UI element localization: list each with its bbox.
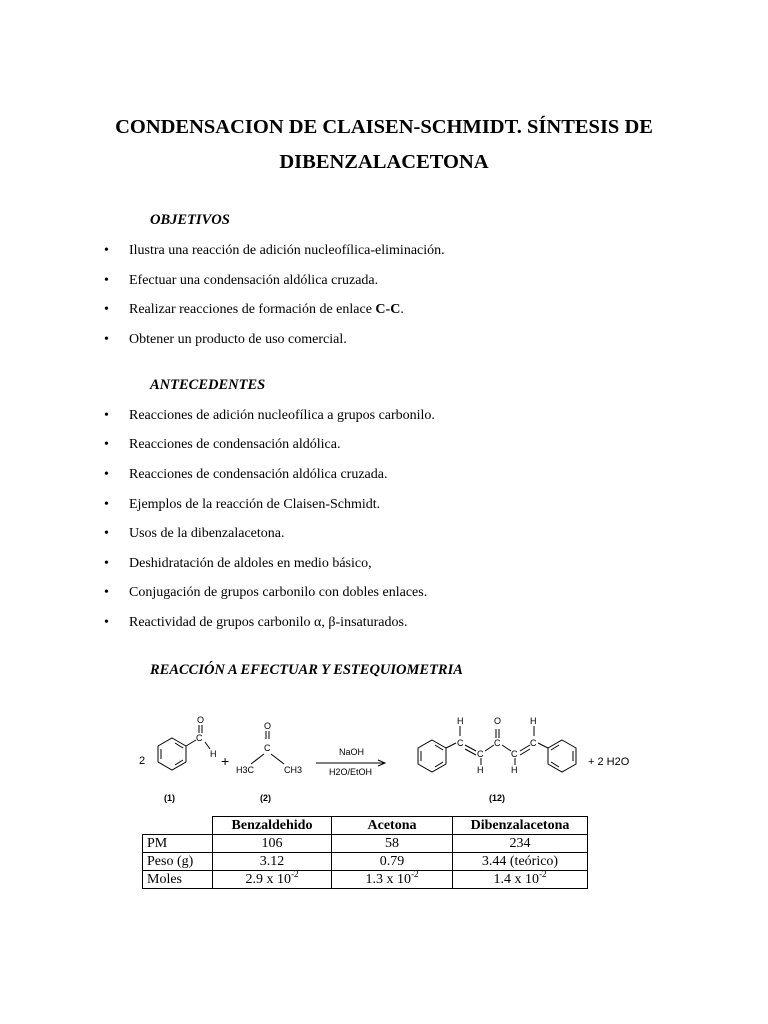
atom-label: H	[210, 749, 217, 759]
document-title-line-2: DIBENZALACETONA	[279, 151, 489, 173]
list-item-text: Reactividad de grupos carbonilo α, β-insaturados.	[129, 615, 408, 630]
table-header-blank	[143, 817, 213, 835]
benzene-ring-benzaldehyde	[158, 738, 186, 770]
table-row-label: Peso (g)	[143, 853, 213, 871]
bullet-icon: •	[104, 273, 109, 288]
exponent: -2	[539, 868, 547, 879]
atom-label: C	[530, 738, 537, 748]
benzene-ring-product-left	[418, 740, 446, 772]
atom-label: C	[196, 733, 203, 743]
section-heading-reaccion: REACCIÓN A EFECTUAR Y ESTEQUIOMETRIA	[150, 662, 463, 678]
table-row	[143, 871, 588, 889]
list-item-text: Reacciones de condensación aldólica.	[129, 437, 341, 452]
atom-label: H	[511, 765, 518, 775]
list-item-text: Obtener un producto de uso comercial.	[129, 332, 347, 347]
table-row	[143, 835, 588, 853]
list-item-text: Ilustra una reacción de adición nucleofílica-eliminación.	[129, 243, 445, 258]
aldehyde-ch-bond	[205, 742, 210, 749]
methyl-bond-left	[251, 754, 264, 764]
bullet-icon: •	[104, 408, 109, 423]
bullet-icon: •	[104, 302, 109, 317]
chain-bond	[446, 743, 456, 748]
mantissa: 2.9 x 10	[245, 871, 291, 887]
mantissa: 1.3 x 10	[365, 871, 411, 887]
compound-label-12: (12)	[489, 793, 506, 803]
methyl-bond-right	[271, 754, 284, 764]
list-item-text-composite	[129, 302, 404, 318]
compound-label-1: (1)	[164, 793, 175, 803]
list-item-text: Conjugación de grupos carbonilo con dobles enlaces.	[129, 585, 428, 600]
coefficient-left: 2	[139, 755, 146, 767]
table-cell	[332, 868, 453, 889]
table-cell: 3.44 (teórico)	[453, 853, 588, 871]
methyl-label: H3C	[236, 765, 255, 775]
chain-bond	[502, 745, 511, 751]
bond-type-bold: C-C	[375, 302, 401, 317]
table-header-acetona: Acetona	[332, 817, 453, 835]
atom-label: H	[457, 716, 464, 726]
table-cell: 0.79	[332, 853, 453, 871]
atom-label: O	[264, 721, 272, 731]
table-cell: 106	[213, 835, 332, 853]
atom-label: O	[494, 716, 502, 726]
section-heading-antecedentes: ANTECEDENTES	[150, 377, 266, 393]
table-cell	[453, 868, 588, 889]
bullet-icon: •	[104, 556, 109, 571]
exponent: -2	[291, 868, 299, 879]
table-cell: 3.12	[213, 853, 332, 871]
table-row	[143, 853, 588, 871]
bullet-icon: •	[104, 243, 109, 258]
bullet-icon: •	[104, 585, 109, 600]
atom-label: C	[477, 749, 484, 759]
stoichiometry-table	[142, 816, 588, 889]
compound-label-2: (2)	[260, 793, 271, 803]
reaction-scheme	[0, 700, 768, 810]
table-row-label: Moles	[143, 871, 213, 889]
atom-label: C	[511, 749, 518, 759]
reagent-label-bottom: H2O/EtOH	[329, 767, 373, 777]
trailing-period: .	[400, 302, 404, 317]
list-item-text: Reacciones de adición nucleofílica a grupos carbonilo.	[129, 408, 435, 423]
bullet-icon: •	[104, 497, 109, 512]
atom-label: C	[494, 738, 501, 748]
mantissa: 1.4 x 10	[493, 871, 539, 887]
atom-label: O	[197, 715, 205, 725]
bullet-icon: •	[104, 332, 109, 347]
table-cell: 58	[332, 835, 453, 853]
atom-label: C	[457, 738, 464, 748]
table-header-row	[143, 817, 588, 835]
exponent: -2	[411, 868, 419, 879]
atom-label: H	[530, 716, 537, 726]
bullet-icon: •	[104, 615, 109, 630]
list-item-text: Usos de la dibenzalacetona.	[129, 526, 285, 541]
list-item-text: Reacciones de condensación aldólica cruzada.	[129, 467, 388, 482]
list-item-text: Ejemplos de la reacción de Claisen-Schmidt.	[129, 497, 381, 512]
list-item-text: Realizar reacciones de formación de enlace	[129, 302, 376, 317]
chain-bond	[538, 743, 548, 748]
table-row-label: PM	[143, 835, 213, 853]
bullet-icon: •	[104, 437, 109, 452]
document-title-line-1: CONDENSACION DE CLAISEN-SCHMIDT. SÍNTESIS DE	[115, 116, 653, 138]
chain-bond	[485, 745, 494, 751]
table-cell: 234	[453, 835, 588, 853]
list-item-text: Deshidratación de aldoles en medio básico,	[129, 556, 372, 571]
benzene-ring-product-right	[548, 740, 576, 772]
table-header-dibenzalacetona: Dibenzalacetona	[453, 817, 588, 835]
bullet-icon: •	[104, 526, 109, 541]
table-cell	[213, 868, 332, 889]
methyl-label: CH3	[284, 765, 303, 775]
section-heading-objetivos: OBJETIVOS	[150, 212, 230, 228]
atom-label: H	[477, 765, 484, 775]
byproduct-water: + 2 H2O	[588, 756, 630, 768]
table-header-benzaldehido: Benzaldehido	[213, 817, 332, 835]
atom-label: C	[264, 743, 271, 753]
plus-sign: +	[221, 753, 230, 769]
ring-to-carbonyl-bond	[186, 740, 196, 746]
reagent-label-top: NaOH	[339, 747, 365, 757]
bullet-icon: •	[104, 467, 109, 482]
list-item-text: Efectuar una condensación aldólica cruzada.	[129, 273, 379, 288]
